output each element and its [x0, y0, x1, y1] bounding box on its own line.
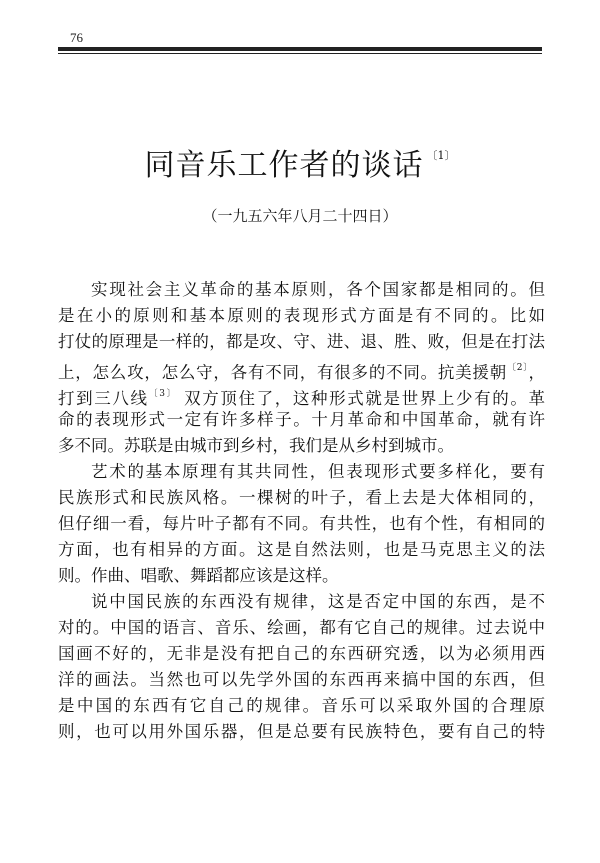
footnote-marker: 〔3〕: [148, 389, 178, 399]
article-date: （一九五六年八月二十四日）: [202, 207, 398, 225]
text-line: 艺术的基本原理有其共同性，但表现形式要多样化，要有: [91, 462, 545, 481]
text-line: 洋的画法。当然也可以先学外国的东西再来搞中国的东西，但: [58, 670, 545, 689]
article-title-block: [0, 140, 600, 184]
text-line: 实现社会主义革命的基本原则，各个国家都是相同的。但: [91, 280, 545, 299]
text-line: 民族形式和民族风格。一棵树的叶子，看上去是大体相同的，: [58, 488, 545, 507]
text-line: 说中国民族的东西没有规律，这是否定中国的东西，是不: [91, 592, 545, 611]
text-line: 命的表现形式一定有许多样子。十月革命和中国革命，就有许: [58, 410, 545, 429]
text-segment: 上，怎么攻，怎么守，各有不同，有很多的不同。抗美援朝: [58, 363, 507, 382]
text-line: 多不同。苏联是由城市到乡村，我们是从乡村到城市。: [58, 436, 454, 455]
text-line: 则，也可以用外国乐器，但是总要有民族特色，要有自己的特: [58, 722, 545, 741]
text-line: 则。作曲、唱歌、舞蹈都应该是这样。: [58, 566, 339, 585]
text-segment: 打到三八线: [58, 389, 149, 408]
article-body: [58, 277, 545, 745]
text-segment: 双方顶住了，这种形式就是世界上少有的。革: [184, 389, 546, 408]
text-line: 上，怎么攻，怎么守，各有不同，有很多的不同。抗美援朝$^{〔2〕}$，: [58, 363, 545, 382]
text-line: 国画不好的，无非是没有把自己的东西研究透，以为必须用西: [58, 644, 545, 663]
title-footnote-marker: 〔1〕: [426, 149, 456, 162]
text-line: 是在小的原则和基本原则的表现形式方面是有不同的。比如: [58, 306, 545, 325]
text-line: 但仔细一看，每片叶子都有不同。有共性，也有个性，有相同的: [58, 514, 545, 533]
article-title: 同音乐工作者的谈话: [144, 148, 424, 183]
text-line: 对的。中国的语言、音乐、绘画，都有它自己的规律。过去说中: [58, 618, 545, 637]
page-number: 76: [70, 30, 83, 45]
text-line: 方面，也有相异的方面。这是自然法则，也是马克思主义的法: [58, 540, 545, 559]
text-line: [58, 381, 545, 407]
header-rule-thick: [58, 47, 542, 51]
header-rule-thin: [58, 53, 542, 54]
text-line: 打仗的原理是一样的，都是攻、守、进、退、胜、败，但是在打法: [58, 332, 545, 351]
footnote-marker: 〔2〕: [506, 363, 529, 373]
text-line: 是中国的东西有它自己的规律。音乐可以采取外国的合理原: [58, 696, 545, 715]
